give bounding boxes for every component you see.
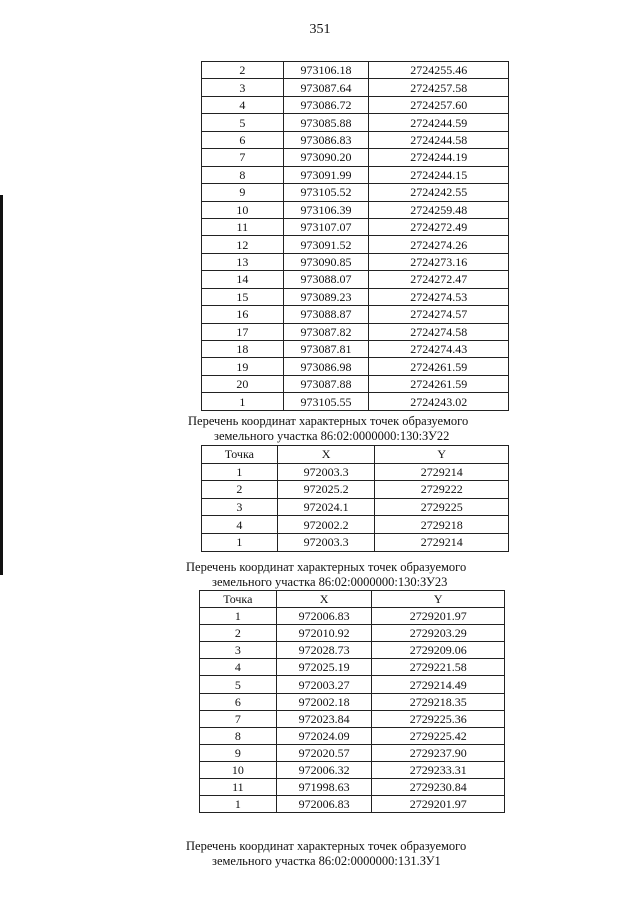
cell-y: 2729201.97 — [372, 608, 505, 625]
cell-y: 2724257.60 — [369, 96, 509, 113]
cell-point: 5 — [202, 114, 284, 131]
table-row — [202, 253, 509, 270]
cell-y: 2724274.26 — [369, 236, 509, 253]
header-y: Y — [372, 591, 505, 608]
cell-point: 1 — [200, 608, 277, 625]
table-row — [200, 625, 505, 642]
table-row — [202, 498, 509, 516]
cell-x: 973087.64 — [283, 79, 369, 96]
cell-y: 2724244.19 — [369, 149, 509, 166]
cell-point: 1 — [200, 796, 277, 813]
table-row — [202, 341, 509, 358]
table-row — [202, 375, 509, 392]
cell-y: 2729237.90 — [372, 744, 505, 761]
cell-y: 2729203.29 — [372, 625, 505, 642]
cell-point: 9 — [202, 184, 284, 201]
cell-point: 2 — [202, 62, 284, 79]
table-row — [202, 516, 509, 534]
table-body — [200, 608, 505, 813]
cell-x: 972025.2 — [277, 481, 375, 499]
table-row — [202, 393, 509, 410]
table-row — [202, 96, 509, 113]
cell-x: 973106.39 — [283, 201, 369, 218]
cell-point: 12 — [202, 236, 284, 253]
cell-y: 2724261.59 — [369, 375, 509, 392]
header-point: Точка — [202, 446, 278, 464]
cell-y: 2724274.43 — [369, 341, 509, 358]
cell-y: 2729233.31 — [372, 761, 505, 778]
cell-y: 2724242.55 — [369, 184, 509, 201]
cell-point: 3 — [202, 498, 278, 516]
cell-point: 1 — [202, 533, 278, 551]
table-row — [200, 710, 505, 727]
table-row — [200, 744, 505, 761]
cell-y: 2724261.59 — [369, 358, 509, 375]
cell-point: 6 — [200, 693, 277, 710]
cell-x: 973090.85 — [283, 253, 369, 270]
cell-point: 2 — [202, 481, 278, 499]
table-row — [202, 201, 509, 218]
cell-x: 973087.82 — [283, 323, 369, 340]
cell-x: 972023.84 — [276, 710, 372, 727]
cell-x: 973091.99 — [283, 166, 369, 183]
header-point: Точка — [200, 591, 277, 608]
table-row — [200, 779, 505, 796]
cell-point: 3 — [200, 642, 277, 659]
cell-x: 973085.88 — [283, 114, 369, 131]
caption-line-1: Перечень координат характерных точек образуемого — [186, 839, 467, 853]
cell-point: 11 — [202, 218, 284, 235]
table-row — [200, 727, 505, 744]
cell-x: 972002.18 — [276, 693, 372, 710]
table-caption-131-zu1 — [186, 839, 466, 869]
cell-y: 2729230.84 — [372, 779, 505, 796]
cell-y: 2729221.58 — [372, 659, 505, 676]
cell-y: 2729225.42 — [372, 727, 505, 744]
table-row — [202, 288, 509, 305]
cell-y: 2724255.46 — [369, 62, 509, 79]
cell-x: 973088.07 — [283, 271, 369, 288]
table-row — [200, 676, 505, 693]
cell-y: 2729201.97 — [372, 796, 505, 813]
cell-point: 1 — [202, 463, 278, 481]
cell-point: 8 — [202, 166, 284, 183]
cell-y: 2729214 — [375, 463, 509, 481]
cell-y: 2724257.58 — [369, 79, 509, 96]
table-row — [202, 149, 509, 166]
cell-x: 972003.27 — [276, 676, 372, 693]
table-row — [200, 642, 505, 659]
cell-y: 2729225 — [375, 498, 509, 516]
header-y: Y — [375, 446, 509, 464]
header-x: X — [276, 591, 372, 608]
table-row — [202, 358, 509, 375]
cell-point: 18 — [202, 341, 284, 358]
cell-x: 973091.52 — [283, 236, 369, 253]
table-row — [202, 533, 509, 551]
table-header-row — [202, 446, 509, 464]
cell-x: 973087.81 — [283, 341, 369, 358]
scan-edge-mark — [0, 195, 3, 575]
table-body — [202, 463, 509, 551]
cell-point: 10 — [200, 761, 277, 778]
page-number: 351 — [309, 22, 331, 37]
cell-x: 972003.3 — [277, 533, 375, 551]
cell-x: 973086.98 — [283, 358, 369, 375]
table-caption-zu23 — [186, 560, 466, 590]
table-row — [202, 271, 509, 288]
cell-y: 2724274.58 — [369, 323, 509, 340]
table-row — [202, 323, 509, 340]
table-row — [200, 608, 505, 625]
caption-line-2: земельного участка 86:02:0000000:130:ЗУ22 — [214, 429, 450, 443]
cell-point: 4 — [202, 96, 284, 113]
cell-x: 973089.23 — [283, 288, 369, 305]
cell-point: 7 — [200, 710, 277, 727]
table-row — [202, 481, 509, 499]
cell-y: 2724274.53 — [369, 288, 509, 305]
cell-x: 973088.87 — [283, 306, 369, 323]
caption-line-2: земельного участка 86:02:0000000:131.ЗУ1 — [212, 854, 441, 868]
coordinates-table-zu23 — [199, 590, 505, 813]
cell-y: 2724272.47 — [369, 271, 509, 288]
cell-point: 14 — [202, 271, 284, 288]
cell-x: 971998.63 — [276, 779, 372, 796]
table-row — [200, 796, 505, 813]
cell-point: 13 — [202, 253, 284, 270]
cell-x: 972024.09 — [276, 727, 372, 744]
cell-point: 1 — [202, 393, 284, 410]
caption-line-1: Перечень координат характерных точек образуемого — [186, 560, 467, 574]
cell-point: 16 — [202, 306, 284, 323]
cell-point: 2 — [200, 625, 277, 642]
cell-x: 972010.92 — [276, 625, 372, 642]
cell-y: 2724244.58 — [369, 131, 509, 148]
table-row — [202, 306, 509, 323]
cell-point: 11 — [200, 779, 277, 796]
table-row — [202, 131, 509, 148]
cell-point: 17 — [202, 323, 284, 340]
cell-x: 973106.18 — [283, 62, 369, 79]
table-row — [202, 218, 509, 235]
cell-x: 972003.3 — [277, 463, 375, 481]
cell-y: 2724274.57 — [369, 306, 509, 323]
cell-x: 973107.07 — [283, 218, 369, 235]
cell-x: 972025.19 — [276, 659, 372, 676]
cell-y: 2729214.49 — [372, 676, 505, 693]
table-row — [202, 62, 509, 79]
cell-x: 972024.1 — [277, 498, 375, 516]
header-x: X — [277, 446, 375, 464]
cell-y: 2729222 — [375, 481, 509, 499]
table-row — [202, 166, 509, 183]
table-row — [202, 79, 509, 96]
coordinates-table-zu22 — [201, 445, 509, 552]
cell-x: 972002.2 — [277, 516, 375, 534]
cell-point: 15 — [202, 288, 284, 305]
cell-point: 8 — [200, 727, 277, 744]
cell-point: 6 — [202, 131, 284, 148]
cell-x: 973086.72 — [283, 96, 369, 113]
cell-x: 973090.20 — [283, 149, 369, 166]
table-row — [202, 184, 509, 201]
table-caption-zu22 — [188, 414, 468, 444]
cell-x: 973087.88 — [283, 375, 369, 392]
cell-x: 972006.32 — [276, 761, 372, 778]
cell-y: 2729209.06 — [372, 642, 505, 659]
cell-y: 2724243.02 — [369, 393, 509, 410]
cell-point: 20 — [202, 375, 284, 392]
cell-x: 972028.73 — [276, 642, 372, 659]
cell-y: 2729218 — [375, 516, 509, 534]
cell-x: 972006.83 — [276, 796, 372, 813]
cell-point: 9 — [200, 744, 277, 761]
table-body — [202, 62, 509, 411]
table-row — [200, 761, 505, 778]
cell-x: 972020.57 — [276, 744, 372, 761]
caption-line-2: земельного участка 86:02:0000000:130:ЗУ23 — [212, 575, 448, 589]
cell-point: 5 — [200, 676, 277, 693]
cell-x: 973105.55 — [283, 393, 369, 410]
cell-point: 10 — [202, 201, 284, 218]
cell-y: 2724273.16 — [369, 253, 509, 270]
cell-point: 7 — [202, 149, 284, 166]
table-row — [200, 693, 505, 710]
cell-point: 3 — [202, 79, 284, 96]
table-row — [200, 659, 505, 676]
table-row — [202, 114, 509, 131]
cell-x: 973086.83 — [283, 131, 369, 148]
cell-y: 2724244.15 — [369, 166, 509, 183]
table-row — [202, 236, 509, 253]
cell-y: 2729218.35 — [372, 693, 505, 710]
cell-point: 4 — [202, 516, 278, 534]
cell-x: 972006.83 — [276, 608, 372, 625]
cell-y: 2724272.49 — [369, 218, 509, 235]
cell-x: 973105.52 — [283, 184, 369, 201]
caption-line-1: Перечень координат характерных точек образуемого — [188, 414, 469, 428]
cell-y: 2724244.59 — [369, 114, 509, 131]
cell-y: 2729214 — [375, 533, 509, 551]
cell-y: 2729225.36 — [372, 710, 505, 727]
table-row — [202, 463, 509, 481]
cell-point: 4 — [200, 659, 277, 676]
table-header-row — [200, 591, 505, 608]
coordinates-table-continued — [201, 61, 509, 411]
cell-y: 2724259.48 — [369, 201, 509, 218]
cell-point: 19 — [202, 358, 284, 375]
